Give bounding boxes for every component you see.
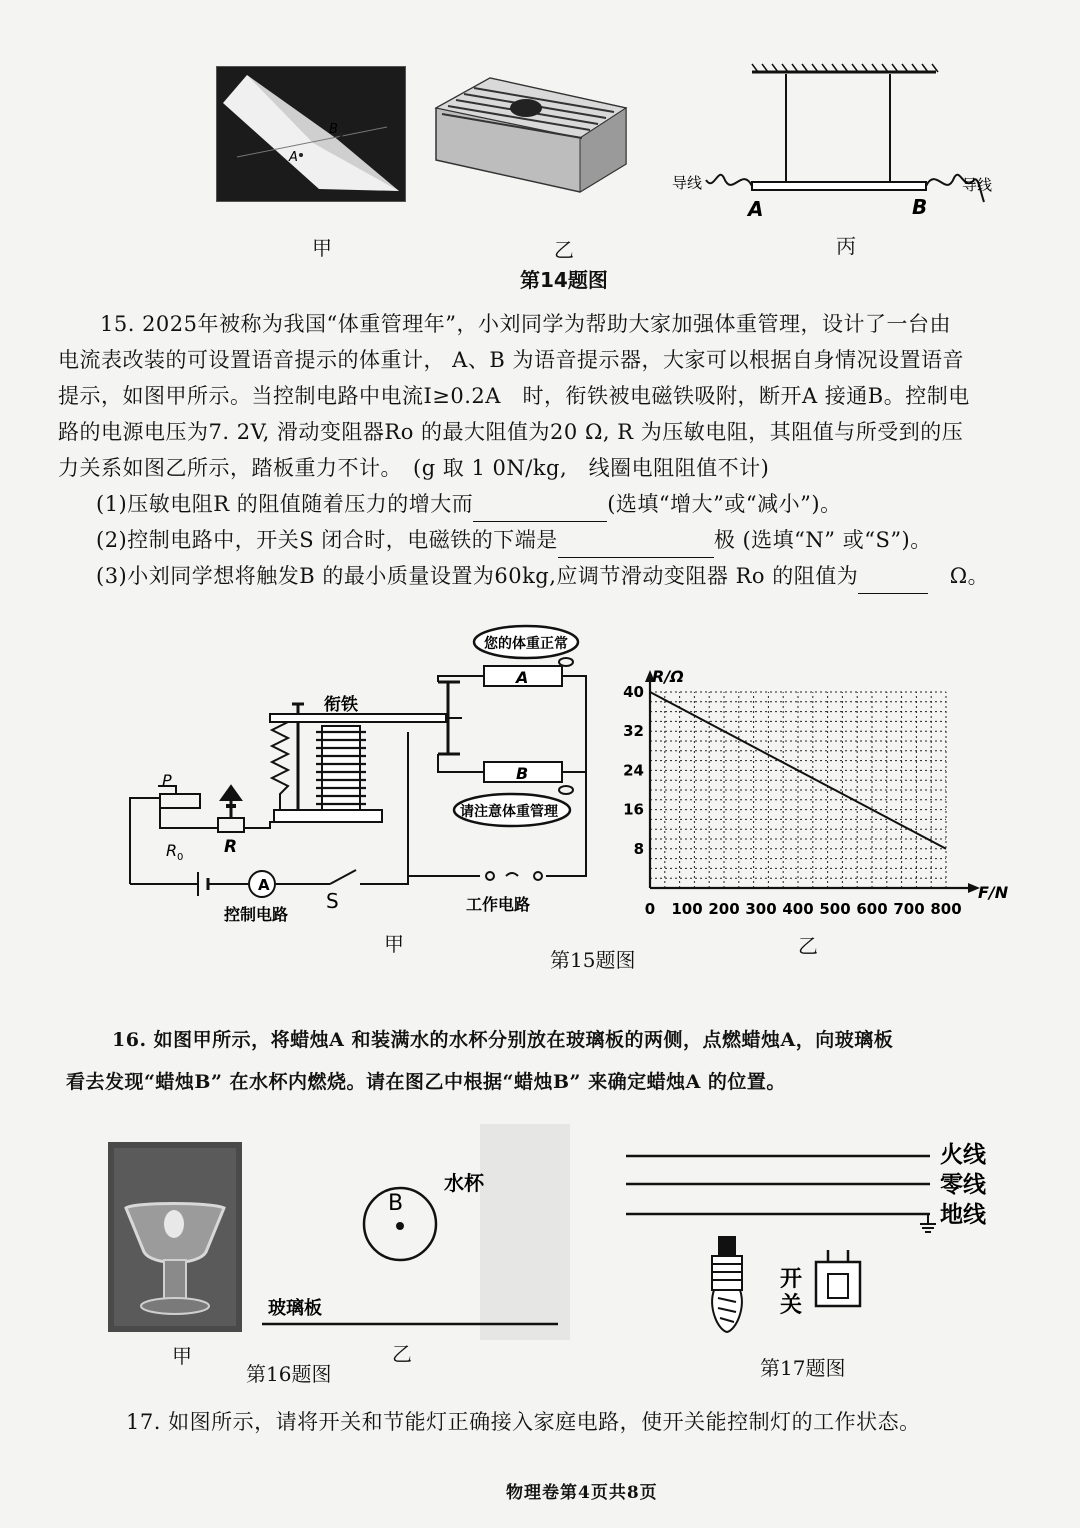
chart-x-tick-label: 0: [644, 900, 656, 918]
q15-sub2-blank[interactable]: [558, 533, 714, 558]
energy-saving-bulb-icon: [712, 1236, 742, 1332]
fig14-bing-point-b: B: [912, 195, 928, 219]
q15-sub3: [96, 558, 1076, 594]
chart-y-tick-label: 32: [623, 722, 644, 741]
chart-y-axis-label: R/Ω: [652, 667, 684, 686]
q15-sub1-hint: (选填“增大”或“减小”)。: [607, 492, 842, 516]
fig15-sensor-r: R: [224, 837, 238, 857]
fig15-jia-circuit: [120, 622, 600, 928]
chart-y-tick-label: 8: [633, 839, 644, 858]
fig15-label-yi: 乙: [798, 934, 818, 958]
wall-switch-icon: [816, 1250, 860, 1306]
fig16-jia-photo: [108, 1142, 242, 1332]
fig17-caption: 第17题图: [760, 1356, 846, 1380]
chart-x-tick-label: 200: [708, 900, 740, 918]
q17-text: 17. 如图所示，请将开关和节能灯正确接入家庭电路，使开关能控制灯的工作状态。: [126, 1410, 921, 1434]
fig14-jia-point-b: B: [329, 122, 338, 137]
fig15-rheostat-p: P: [162, 771, 172, 790]
q15-intro-line4: 路的电源电压为7. 2V, 滑动变阻器Ro 的最大阻值为20 Ω, R 为压敏电阻，其阻值与所受到的压: [58, 420, 964, 444]
chart-y-tick-label: 40: [623, 683, 644, 701]
fig17-switch-label-1: 开: [780, 1267, 803, 1292]
q15-sub3-text: (3)小刘同学想将触发B 的最小质量设置为60kg,应调节滑动变阻器 Ro 的阻值为: [96, 564, 859, 588]
fig14-jia-point-a: A: [289, 150, 298, 165]
fig16-caption: 第16题图: [246, 1362, 332, 1386]
fig15-rheostat-r0: R: [166, 841, 178, 860]
fig15-bubble-a: 您的体重正常: [484, 636, 568, 652]
fig16-glass-label: 玻璃板: [268, 1298, 322, 1319]
fig15-speaker-b: B: [516, 764, 529, 783]
fig14-bing-point-a: A: [748, 197, 764, 221]
fig15-label-jia: 甲: [384, 932, 404, 956]
fig15-rheostat-sub: 0: [177, 852, 184, 863]
chart-x-tick-label: 100: [671, 900, 703, 918]
fig16-label-yi: 乙: [392, 1342, 412, 1366]
q15-sub2-text: (2)控制电路中，开关S 闭合时，电磁铁的下端是: [96, 528, 558, 552]
chart-x-tick-label: 300: [745, 900, 777, 918]
fig16-cup-label: 水杯: [444, 1171, 484, 1195]
fig15-control-circuit: 控制电路: [224, 905, 289, 924]
chart-y-tick-label: 24: [623, 761, 644, 780]
fig14-bing-right-wire: 导线: [962, 176, 993, 194]
fig14-caption: 第14题图: [520, 268, 608, 292]
q15-intro-line2: 电流表改装的可设置语音提示的体重计， A、B 为语音提示器，大家可以根据自身情况设置语音: [58, 348, 964, 372]
chart-x-tick-label: 400: [782, 900, 814, 918]
fig16-yi-diagram: [260, 1124, 570, 1340]
chart-x-tick-label: 500: [819, 900, 851, 918]
fig16-point-b: B: [388, 1191, 404, 1216]
q15-sub3-blank[interactable]: [858, 569, 928, 594]
q15-sub2-hint: 极 (选填“N” 或“S”)。: [713, 528, 932, 552]
chart-x-tick-label: 700: [893, 900, 925, 918]
chart-x-tick-label: 600: [856, 900, 888, 918]
fig16-label-jia: 甲: [172, 1344, 192, 1368]
fig15-ammeter-label: A: [258, 876, 270, 894]
fig15-work-circuit: 工作电路: [466, 895, 531, 914]
fig15-speaker-a: A: [516, 668, 529, 687]
chart-x-tick-label: 800: [930, 900, 962, 918]
q15-sub2: [96, 522, 1056, 558]
fig17-switch-label-2: 关: [780, 1293, 803, 1318]
fig14-bing-diagram: [666, 62, 996, 222]
chart-x-axis-label: F/N: [978, 883, 1009, 902]
q15-sub1-text: (1)压敏电阻R 的阻值随着压力的增大而: [96, 492, 474, 516]
q15-intro-line1: 15. 2025年被称为我国“体重管理年”，小刘同学为帮助大家加强体重管理，设计了一台由: [100, 312, 951, 336]
q15-sub1: [96, 486, 1056, 522]
q15-sub3-unit: Ω。: [949, 564, 990, 588]
q16-line1: 16. 如图甲所示，将蜡烛A 和装满水的水杯分别放在玻璃板的两侧，点燃蜡烛A，向玻璃板: [112, 1029, 894, 1051]
fig14-label-bing: 丙: [836, 234, 856, 258]
fig17-live-label: 火线: [940, 1142, 986, 1168]
q15-intro-line5: 力关系如图乙所示，踏板重力不计。 (g 取 1 0N/kg, 线圈电阻阻值不计): [58, 456, 770, 480]
fig15-armature-label: 衔铁: [324, 695, 358, 715]
fig14-bing-left-wire: 导线: [672, 174, 703, 192]
fig15-caption: 第15题图: [550, 948, 636, 972]
q15-sub1-blank[interactable]: [473, 497, 607, 522]
q16-line2: 看去发现“蜡烛B” 在水杯内燃烧。请在图乙中根据“蜡烛B” 来确定蜡烛A 的位置。: [66, 1071, 786, 1093]
page-footer: 物理卷第4页共8页: [506, 1483, 658, 1503]
fig17-neutral-label: 零线: [940, 1172, 986, 1198]
fig15-yi-chart: [604, 662, 1024, 928]
fig14-label-yi: 乙: [554, 238, 574, 262]
q15-intro-line3: 提示，如图甲所示。当控制电路中电流I≥0.2A 时，衔铁被电磁铁吸附，断开A 接通B。控制电: [58, 384, 970, 408]
chart-svg: [604, 662, 1024, 928]
fig14-label-jia: 甲: [312, 236, 332, 260]
chart-y-tick-label: 16: [623, 800, 644, 819]
fig14-yi-photo: [430, 68, 634, 196]
fig15-bubble-b: 请注意体重管理: [460, 804, 558, 820]
fig14-jia-photo: [216, 66, 406, 202]
fig15-switch-s: S: [326, 889, 339, 913]
fig17-diagram: [622, 1132, 1002, 1338]
fig17-earth-label: 地线: [940, 1202, 986, 1228]
